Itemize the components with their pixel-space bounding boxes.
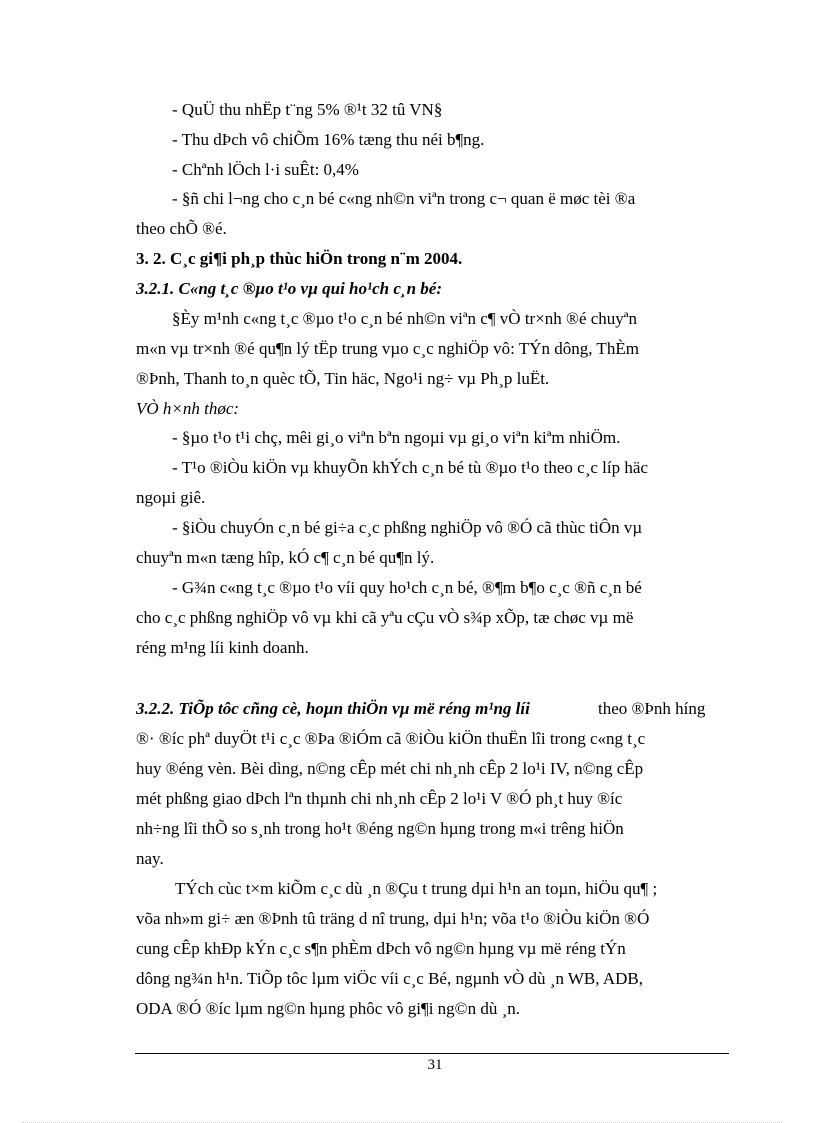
paragraph-line: võa nh»m gi÷ æn ®Þnh tû träng d nî trung, dµi h¹n; võa t¹o ®iÒu kiÖn ®Ó: [136, 909, 650, 928]
bullet-service-income: - Thu dÞch vô chiÕm 16% tæng thu néi b¶ng.: [172, 130, 485, 149]
bullet-interest-spread: - Chªnh lÖch l·i suÊt: 0,4%: [172, 160, 359, 179]
paragraph-line: §Èy m¹nh c«ng t¸c ®µo t¹o c¸n bé nh©n viªn c¶ vÒ tr×nh ®é chuyªn: [172, 309, 637, 328]
paragraph-line: nay.: [136, 849, 164, 868]
paragraph-line: huy ®éng vèn. Bèi dìng, n©ng cÊp mét chi nh¸nh cÊp 2 lo¹i IV, n©ng cÊp: [136, 759, 644, 778]
section-heading-3-2: 3. 2. C¸c gi¶i ph¸p thùc hiÖn trong n¨m 2004.: [136, 249, 463, 268]
paragraph-line: TÝch cùc t×m kiÕm c¸c dù ¸n ®Çu t trung dµi h¹n an toµn, hiÖu qu¶ ;: [175, 879, 658, 898]
paragraph-line: chuyªn m«n tæng hîp, kÓ c¶ c¸n bé qu¶n lý.: [136, 548, 435, 567]
paragraph-line: ngoµi giê.: [136, 488, 206, 507]
paragraph-line: theo chÕ ®é.: [136, 219, 227, 238]
paragraph-line: mét phßng giao dÞch lªn thµnh chi nh¸nh cÊp 2 lo¹i V ®Ó ph¸t huy ®íc: [136, 789, 623, 808]
bullet-income-fund: - QuÜ thu nhËp t¨ng 5% ®¹t 32 tû VN§: [172, 100, 443, 119]
bullet-staff-rotation: - §iÒu chuyÓn c¸n bé gi÷a c¸c phßng nghiÖp vô ®Ó cã thùc tiÔn vµ: [172, 518, 643, 537]
paragraph-line: ODA ®Ó ®íc lµm ng©n hµng phôc vô gi¶i ng©n dù ¸n.: [136, 999, 520, 1018]
paragraph-line: réng m¹ng líi kinh doanh.: [136, 638, 309, 657]
bullet-salary: - §ñ chi l¬ng cho c¸n bé c«ng nh©n viªn trong c¬ quan ë møc tèi ®a: [172, 189, 636, 208]
footer-rule: [135, 1053, 729, 1054]
paragraph-line: theo ®Þnh híng: [598, 699, 706, 718]
page-number: 31: [427, 1057, 443, 1073]
bullet-self-training: - T¹o ®iÒu kiÖn vµ khuyÕn khÝch c¸n bé tù ®µo t¹o theo c¸c líp häc: [172, 458, 648, 477]
paragraph-line: nh÷ng lîi thÕ so s¸nh trong ho¹t ®éng ng©n hµng trong m«i trêng hiÖn: [136, 819, 624, 838]
paragraph-line: ®· ®íc phª duyÖt t¹i c¸c ®Þa ®iÓm cã ®iÒu kiÖn thuËn lîi trong c«ng t¸c: [136, 729, 646, 748]
paragraph-line: cho c¸c phßng nghiÖp vô vµ khi cã yªu cÇu vÒ s¾p xÕp, tæ chøc vµ më: [136, 608, 634, 627]
paragraph-line: m«n vµ tr×nh ®é qu¶n lý tËp trung vµo c¸c nghiÖp vô: TÝn dông, ThÈm: [136, 339, 639, 358]
subsection-heading-3-2-1: 3.2.1. C«ng t¸c ®µo t¹o vµ qui ho¹ch c¸n bé:: [136, 279, 442, 298]
subsection-heading-3-2-2: 3.2.2. TiÕp tôc cñng cè, hoµn thiÖn vµ më réng m¹ng líi: [136, 699, 530, 718]
bullet-training-onsite: - §µo t¹o t¹i chç, mêi gi¸o viªn bªn ngoµi vµ gi¸o viªn kiªm nhiÖm.: [172, 428, 621, 447]
subheading-forms: VÒ h×nh thøc:: [136, 399, 240, 418]
bullet-training-planning: - G¾n c«ng t¸c ®µo t¹o víi quy ho¹ch c¸n bé, ®¶m b¶o c¸c ®ñ c¸n bé: [172, 578, 642, 597]
paragraph-line: ®Þnh, Thanh to¸n quèc tÕ, Tin häc, Ngo¹i ng÷ vµ Ph¸p luËt.: [136, 369, 550, 388]
paragraph-line: cung cÊp khÐp kÝn c¸c s¶n phÈm dÞch vô ng©n hµng vµ më réng tÝn: [136, 939, 626, 958]
paragraph-line: dông ng¾n h¹n. TiÕp tôc lµm viÖc víi c¸c Bé, ngµnh vÒ dù ¸n WB, ADB,: [136, 969, 643, 988]
